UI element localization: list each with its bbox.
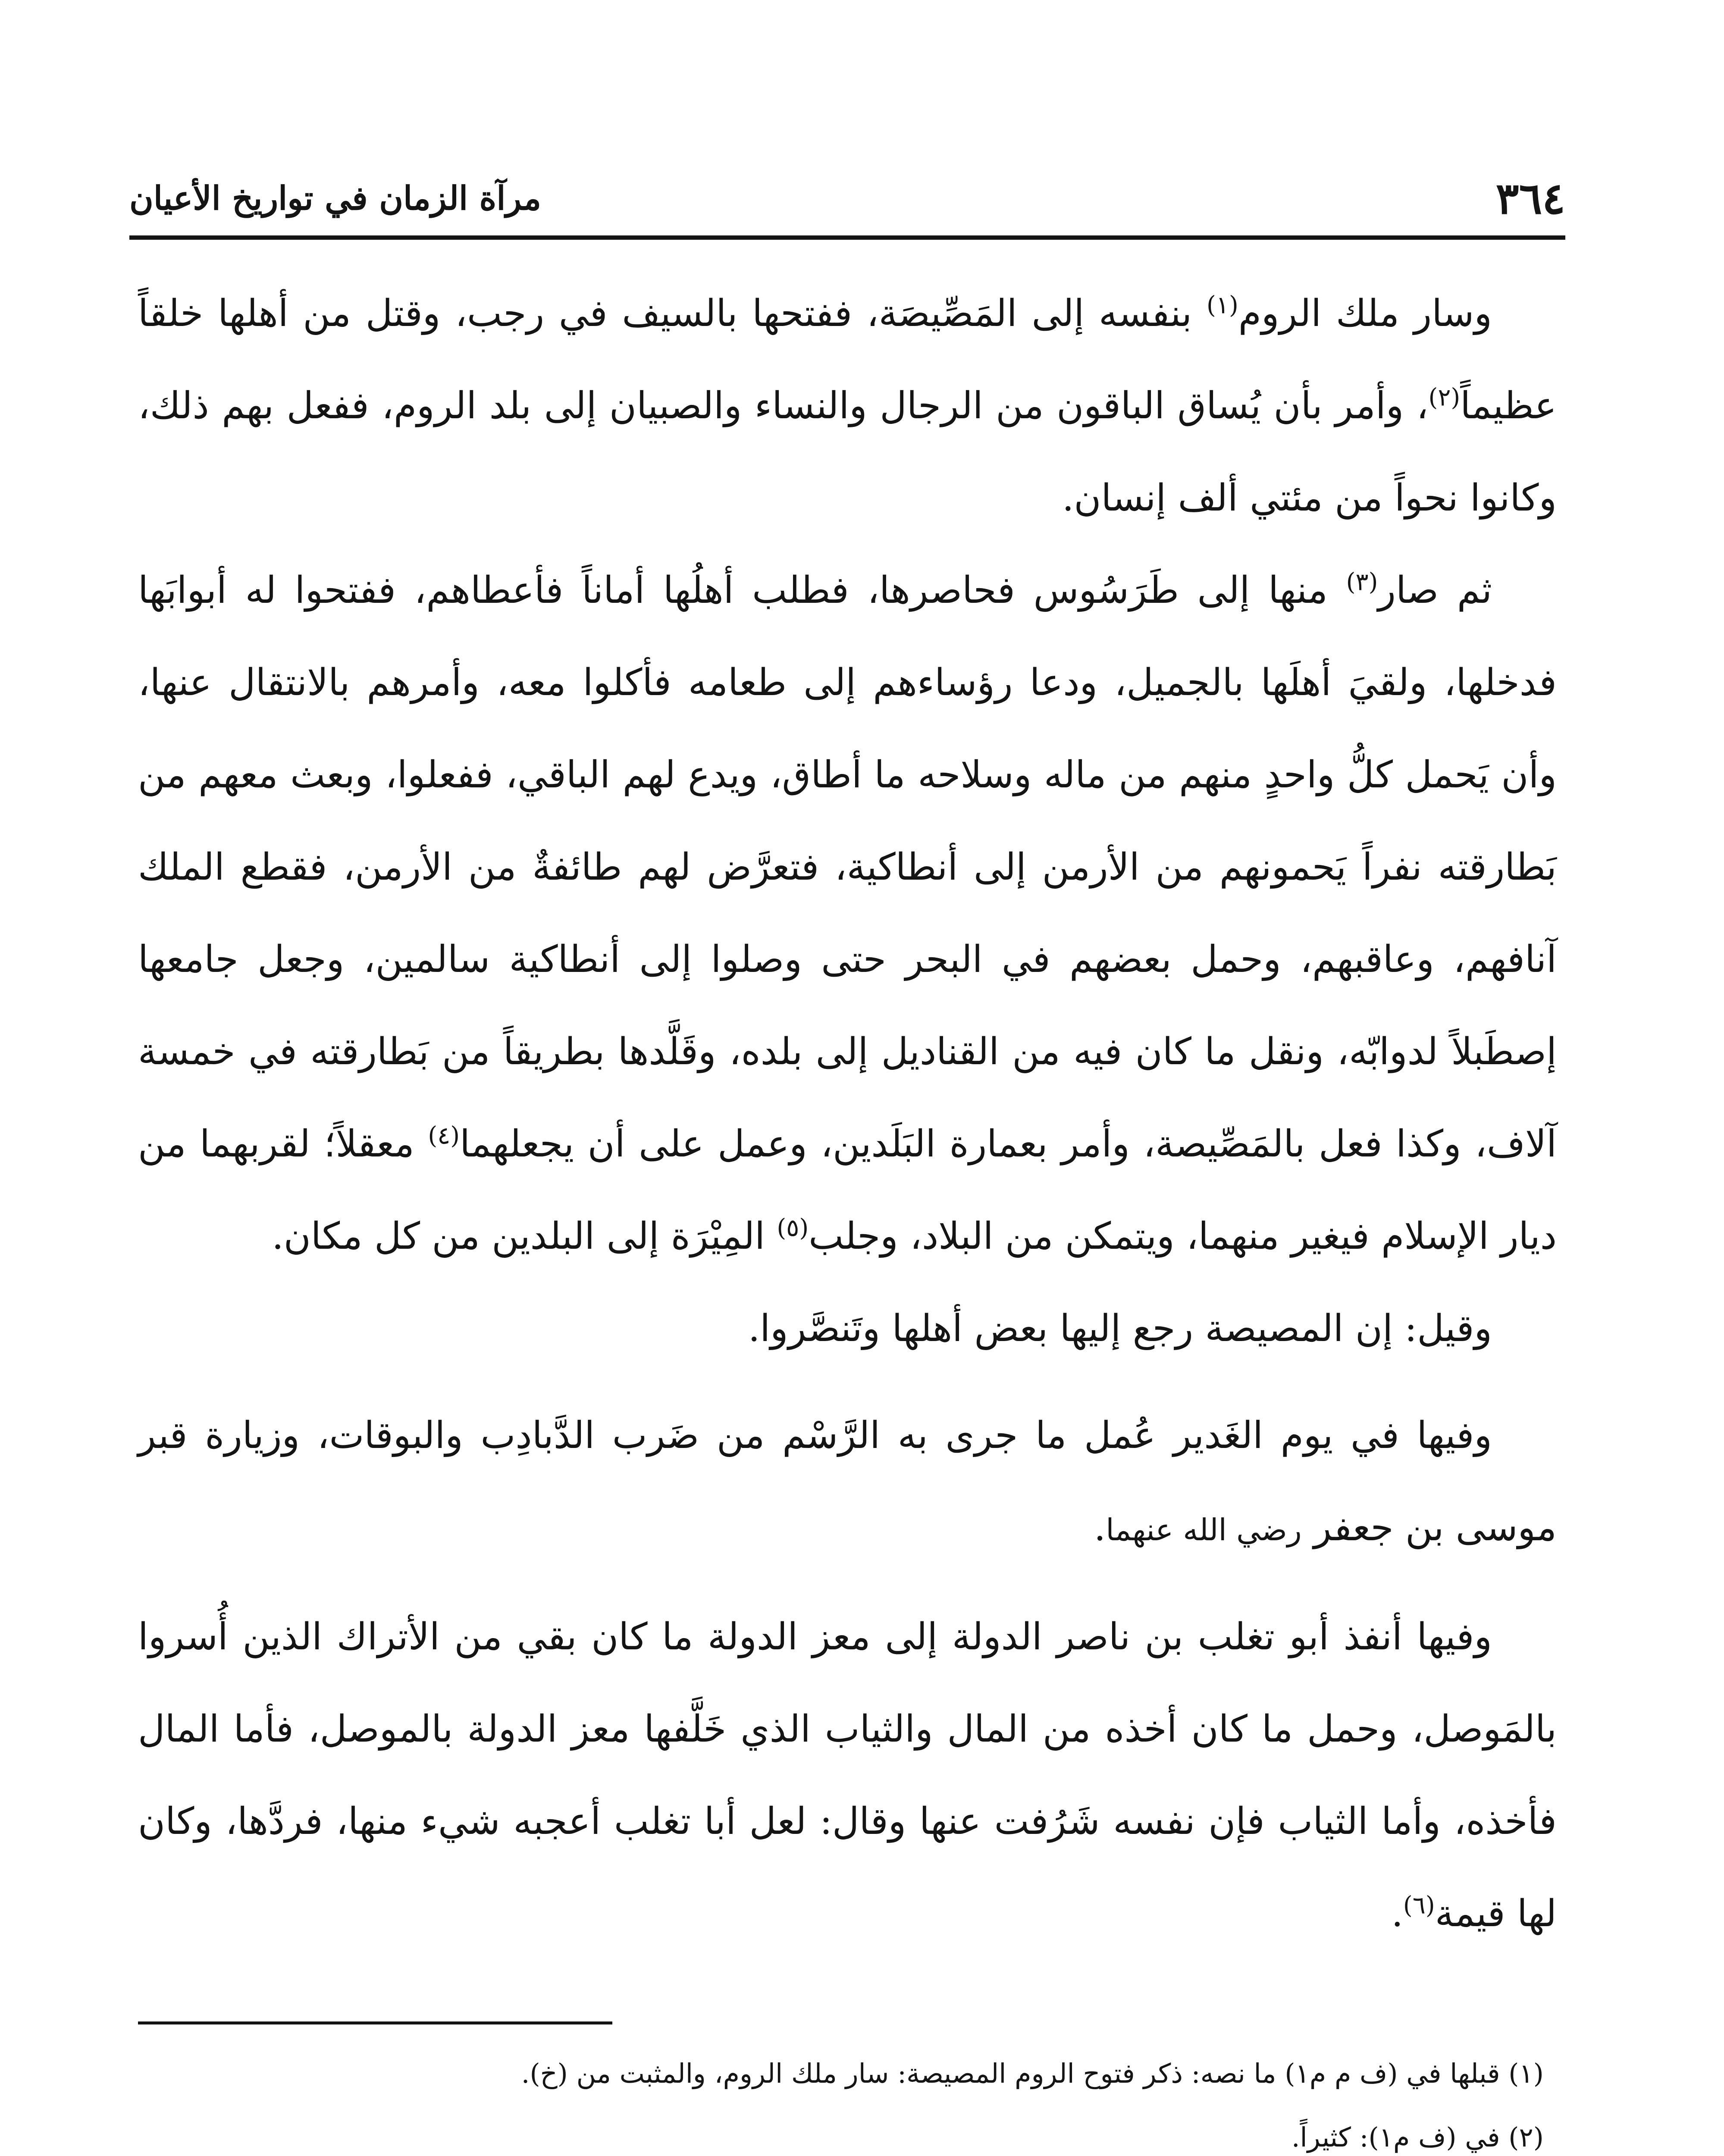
page-header	[129, 172, 1565, 224]
text-run: ثم صار	[1378, 569, 1492, 612]
footnote: (١) قبلها في (ف م م١) ما نصه: ذكر فتوح الروم المصيصة: سار ملك الروم، والمثبت من (خ).	[521, 2058, 1544, 2089]
main-text	[138, 267, 1557, 1960]
page-number: ٣٦٤	[1495, 173, 1565, 224]
footnote-reference: (١)	[1207, 291, 1238, 320]
running-title: مرآة الزمان في تواريخ الأعيان	[129, 179, 542, 217]
text-run: ، وأمر بأن يُساق الباقون من الرجال والنساء والصبيان إلى بلد الروم، ففعل بهم ذلك، وكانوا نحواً من مئتي ألف إنسان.	[138, 384, 1557, 520]
text-run: بنفسه إلى المَصِّيصَة، ففتحها بالسيف في رجب، وقتل من أهلها خلقاً عظيماً	[138, 292, 1557, 427]
text-run: معقلاً؛ لقربهما من ديار الإسلام فيغير منهما، ويتمكن من البلاد، وجلب	[138, 1122, 1557, 1258]
text-run: وفيها في يوم الغَدير عُمل ما جرى به الرَّسْم من ضَرب الدَّبادِب والبوقات، وزيارة قبر موسى بن جعفر	[138, 1414, 1557, 1549]
footnote-reference: (٤)	[428, 1122, 460, 1150]
text-run: .	[1391, 1892, 1403, 1935]
honorific-glyph: رضي الله عنهما	[1106, 1512, 1302, 1548]
paragraph	[138, 1591, 1557, 1960]
paragraph	[138, 1282, 1557, 1375]
footnote-rule	[138, 2021, 612, 2024]
text-run: وفيها أنفذ أبو تغلب بن ناصر الدولة إلى معز الدولة ما كان بقي من الأتراك الذين أُسروا بالمَوصل، وحمل ما كان أخذه من المال والثياب الذي خَلَّفها معز الدولة بالموصل، فأما المال فأخذه، وأما الثياب فإن نفسه شَرُفت عنها وقال: لعل أبا تغلب أعجبه شيء منها، فردَّها، وكان لها قيمة	[138, 1615, 1557, 1935]
paragraph	[138, 1389, 1557, 1576]
paragraph	[138, 267, 1557, 544]
footnote-reference: (٢)	[1428, 383, 1461, 412]
footnotes	[138, 2042, 1557, 2156]
text-run: .	[1094, 1506, 1106, 1549]
footnote-reference: (٥)	[777, 1214, 809, 1242]
footnote: (٢) في (ف م١): كثيراً.	[1291, 2122, 1544, 2153]
text-run: المِيْرَة إلى البلدين من كل مكان.	[272, 1215, 777, 1258]
paragraph	[138, 544, 1557, 1282]
footnote-reference: (٣)	[1346, 568, 1378, 596]
footnote-reference: (٦)	[1403, 1891, 1435, 1920]
header-rule	[129, 235, 1565, 240]
text-run: وسار ملك الروم	[1238, 292, 1492, 335]
text-run: وقيل: إن المصيصة رجع إليها بعض أهلها وتَنصَّروا.	[748, 1307, 1492, 1350]
text-run: منها إلى طَرَسُوس فحاصرها، فطلب أهلُها أماناً فأعطاهم، ففتحوا له أبوابَها فدخلها، ولقيَ أهلَها بالجميل، ودعا رؤساءهم إلى طعامه فأكلوا معه، وأمرهم بالانتقال عنها، وأن يَحمل كلُّ واحدٍ منهم من ماله وسلاحه ما أطاق، ويدع لهم الباقي، ففعلوا، وبعث معهم من بَطارقته نفراً يَحمونهم من الأرمن إلى أنطاكية، فتعرَّض لهم طائفةٌ من الأرمن، فقطع الملك آنافهم، وعاقبهم، وحمل بعضهم في البحر حتى وصلوا إلى أنطاكية سالمين، وجعل جامعها إصطَبلاً لدوابّه، ونقل ما كان فيه من القناديل إلى بلده، وقَلَّدها بطريقاً من بَطارقته في خمسة آلاف، وكذا فعل بالمَصِّيصة، وأمر بعمارة البَلَدين، وعمل على أن يجعلهما	[138, 569, 1557, 1166]
